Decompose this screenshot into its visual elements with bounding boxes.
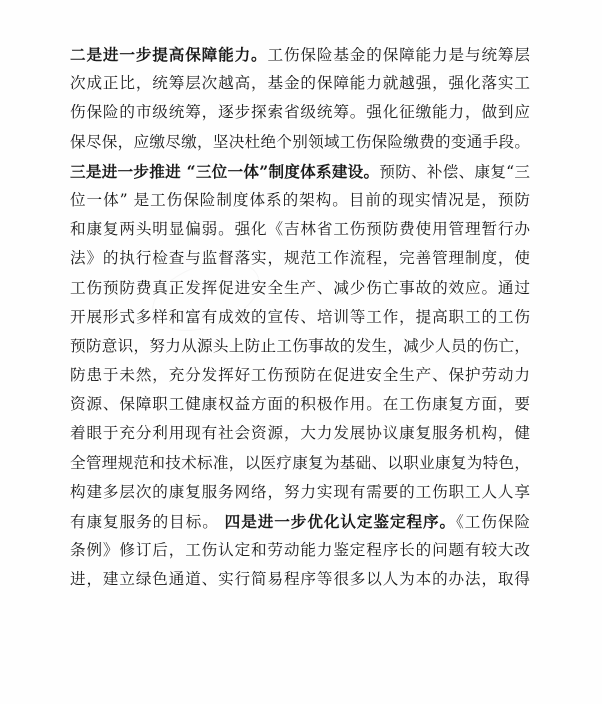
text-line: 位一体” 是工伤保险制度体系的架构。目前的现实情况是，预防 xyxy=(70,190,530,209)
text-line: 防患于未然，充分发挥好工伤预防在促进安全生产、保护劳动力 xyxy=(70,366,530,385)
text-line: 资源、保障职工健康权益方面的积极作用。在工伤康复方面，要 xyxy=(70,395,530,414)
text-line: 全管理规范和技术标准，以医疗康复为基础、以职业康复为特色， xyxy=(70,453,530,472)
text-line: 保尽保，应缴尽缴，坚决杜绝个别领域工伤保险缴费的变通手段。 xyxy=(70,132,530,151)
section-heading-three: 三是进一步推进 “三位一体”制度体系建设。 xyxy=(70,161,380,181)
text-run: 预防、补偿、康复“三 xyxy=(379,162,530,181)
text-run: 《工伤保险 xyxy=(456,513,530,531)
text-line: 开展形式多样和富有成效的宣传、培训等工作，提高职工的工伤 xyxy=(70,307,530,326)
text-line: 工伤预防费真正发挥促进安全生产、减少伤亡事故的效应。通过 xyxy=(70,278,530,297)
text-line: 和康复两头明显偏弱。强化《吉林省工伤预防费使用管理暂行办 xyxy=(70,220,530,239)
text-line: 次成正比，统筹层次越高，基金的保障能力就越强，强化落实工 xyxy=(70,74,530,93)
section-heading-two: 二是进一步提高保障能力。 xyxy=(70,45,268,64)
text-line: 进，建立绿色通道、实行简易程序等很多以人为本的办法，取得 xyxy=(70,570,530,589)
text-line: 着眼于充分利用现有社会资源，大力发展协议康复服务机构，健 xyxy=(70,424,530,443)
text-line: 预防意识，努力从源头上防止工伤事故的发生，减少人员的伤亡， xyxy=(70,336,530,355)
text-line: 构建多层次的康复服务网络，努力实现有需要的工伤职工人人享 xyxy=(70,482,530,501)
text-line: 法》的执行检查与监督落实，规范工作流程，完善管理制度，使 xyxy=(70,249,530,268)
text-run: 有康复服务的目标。 xyxy=(70,513,219,531)
text-line: 伤保险的市级统筹，逐步探索省级统筹。强化征缴能力，做到应 xyxy=(70,103,530,122)
text-line xyxy=(70,40,530,69)
text-run: 工伤保险基金的保障能力是与统筹层 xyxy=(267,46,530,64)
document-body xyxy=(70,40,530,595)
text-line xyxy=(70,507,530,536)
text-line: 条例》修订后，工伤认定和劳动能力鉴定程序长的问题有较大改 xyxy=(70,541,530,560)
text-line xyxy=(70,157,530,186)
section-heading-four: 四是进一步优化认定鉴定程序。 xyxy=(224,512,457,531)
